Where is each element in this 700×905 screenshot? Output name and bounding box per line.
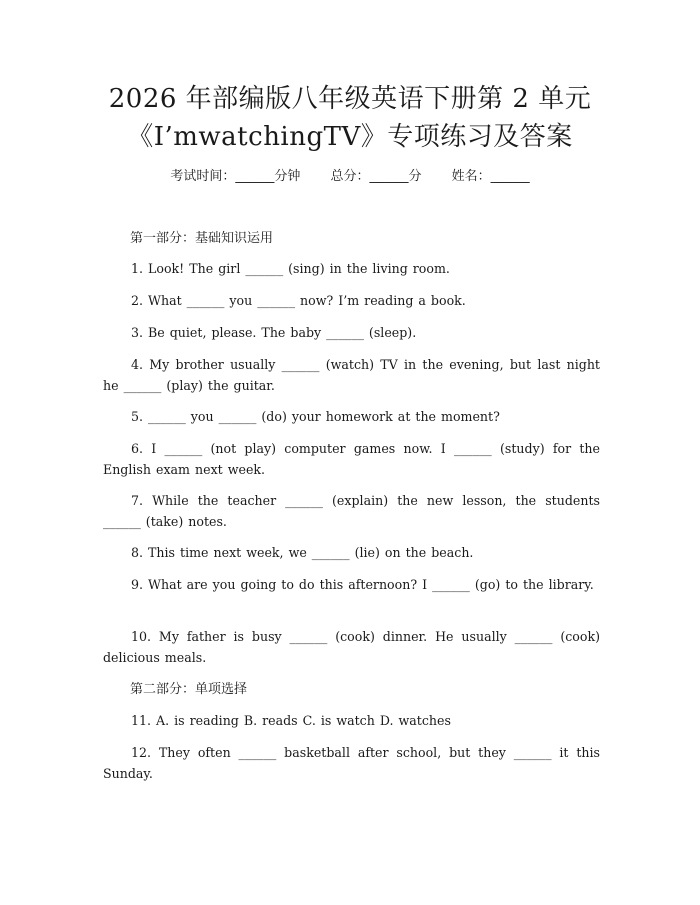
question-item: 4. My brother usually ______ (watch) TV in the evening, but last night he ______ (play) the guitar. — [103, 357, 600, 393]
section-heading-part-2: 第二部分：单项选择 — [130, 682, 248, 697]
section-heading-part-1: 第一部分：基础知识运用 — [130, 231, 274, 246]
question-item: 11. A. is reading B. reads C. is watch D. watches — [131, 713, 451, 728]
question-item: 12. They often ______ basketball after school, but they ______ it this Sunday. — [103, 745, 600, 781]
question-item: 8. This time next week, we ______ (lie) on the beach. — [131, 545, 474, 560]
total-score-field: 总分：______分 — [330, 169, 422, 184]
question-item: 5. ______ you ______ (do) your homework at the moment? — [131, 409, 500, 424]
exam-time-field: 考试时间：______分钟 — [170, 169, 301, 184]
question-item: 1. Look! The girl ______ (sing) in the living room. — [131, 261, 450, 276]
question-item: 2. What ______ you ______ now? I’m reading a book. — [131, 293, 466, 308]
question-item: 9. What are you going to do this afternoon? I ______ (go) to the library. — [131, 577, 594, 592]
question-item: 3. Be quiet, please. The baby ______ (sleep). — [131, 325, 417, 340]
document-title-line-1: 2026 年部编版八年级英语下册第 2 单元 — [108, 84, 592, 114]
question-item: 7. While the teacher ______ (explain) the new lesson, the students ______ (take) notes. — [103, 493, 600, 529]
exam-info-row — [0, 166, 700, 188]
question-item: 10. My father is busy ______ (cook) dinner. He usually ______ (cook) delicious meals. — [103, 629, 600, 665]
name-field: 姓名：______ — [451, 169, 530, 184]
question-item: 6. I ______ (not play) computer games now. I ______ (study) for the English exam next week. — [103, 441, 600, 477]
document-title-line-2: 《I’mwatchingTV》专项练习及答案 — [127, 122, 573, 152]
